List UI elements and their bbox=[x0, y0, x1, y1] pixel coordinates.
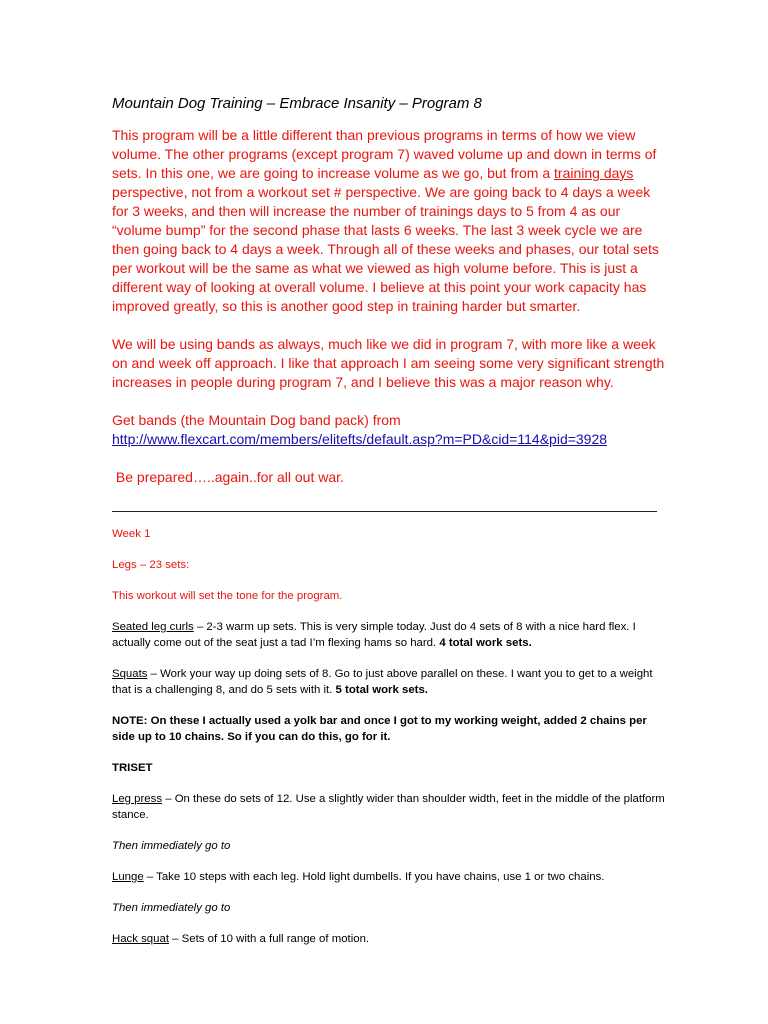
bands-link[interactable]: http://www.flexcart.com/members/elitefts/default.asp?m=PD&cid=114&pid=3928 bbox=[112, 431, 608, 447]
intro-paragraph-1 bbox=[112, 126, 668, 316]
intro-paragraph-1-part-b: perspective, not from a workout set # perspective. We are going back to 4 days a week for 3 weeks, and then will increase the number of trainings days to 5 from 4 as our “volume bump” for the second phase that lasts 6 weeks. The last 3 week cycle we are then going back to 4 days a week. Through all of these weeks and phases, our total sets per workout will be the same as what we viewed as high volume before. This is just a different way of looking at overall volume. I believe at this point your work capacity has improved greatly, so this is another good step in training harder but smarter. bbox=[112, 184, 659, 314]
exercise-seated-leg-curls bbox=[112, 619, 668, 651]
exercise-name: Hack squat bbox=[112, 933, 169, 945]
triset-heading: TRISET bbox=[112, 762, 153, 774]
document-title: Mountain Dog Training – Embrace Insanity – Program 8 bbox=[112, 95, 482, 112]
exercise-squats bbox=[112, 666, 668, 698]
intro-paragraph-2: We will be using bands as always, much like we did in program 7, with more like a week on and week off approach. I like that approach I am seeing some very significant strength increases in people during program 7, and I believe this was a major reason why. bbox=[112, 336, 665, 390]
exercise-lunge bbox=[112, 869, 668, 885]
exercise-name: Leg press bbox=[112, 793, 163, 805]
prepared-line bbox=[112, 468, 668, 487]
intro-section bbox=[112, 126, 668, 487]
then-immediately-1: Then immediately go to bbox=[112, 840, 231, 852]
exercise-description: – Take 10 steps with each leg. Hold light dumbells. If you have chains, use 1 or two chains. bbox=[143, 871, 605, 883]
exercise-leg-press bbox=[112, 791, 668, 823]
bands-label: Get bands (the Mountain Dog band pack) from bbox=[112, 412, 401, 428]
tone-line: This workout will set the tone for the program. bbox=[112, 590, 343, 602]
exercise-name: Lunge bbox=[112, 871, 144, 883]
note-paragraph: NOTE: On these I actually used a yolk bar and once I got to my working weight, added 2 chains per side up to 10 chains. So if you can do this, go for it. bbox=[112, 715, 647, 743]
exercise-name: Seated leg curls bbox=[112, 621, 194, 633]
then-immediately-2: Then immediately go to bbox=[112, 902, 231, 914]
intro-paragraph-1-part-a: This program will be a little different than previous programs in terms of how we view volume. The other programs (except program 7) waved volume up and down in terms of sets. In this one, we are going to increase volume as we go, but from a bbox=[112, 127, 657, 181]
section-divider bbox=[112, 511, 657, 512]
exercise-total-sets: 5 total work sets. bbox=[335, 684, 428, 696]
workout-section bbox=[112, 526, 668, 947]
exercise-description: – Sets of 10 with a full range of motion. bbox=[168, 933, 370, 945]
exercise-description: – 2-3 warm up sets. This is very simple today. Just do 4 sets of 8 with a nice hard flex. I actually come out of the seat just a tad I’m flexing hams so hard. bbox=[112, 621, 636, 649]
week-heading: Week 1 bbox=[112, 528, 151, 540]
prepared-text: Be prepared…..again..for all out war. bbox=[115, 469, 344, 485]
bands-link-line bbox=[112, 430, 668, 449]
exercise-description: – Work your way up doing sets of 8. Go to just above parallel on these. I want you to get to a weight that is a challenging 8, and do 5 sets with it. bbox=[112, 668, 653, 696]
exercise-hack-squat bbox=[112, 931, 668, 947]
exercise-total-sets: 4 total work sets. bbox=[439, 637, 532, 649]
training-days-underlined: training days bbox=[554, 165, 634, 181]
legs-heading: Legs – 23 sets: bbox=[112, 559, 190, 571]
exercise-name: Squats bbox=[112, 668, 148, 680]
exercise-description: – On these do sets of 12. Use a slightly wider than shoulder width, feet in the middle of the platform stance. bbox=[112, 793, 665, 821]
